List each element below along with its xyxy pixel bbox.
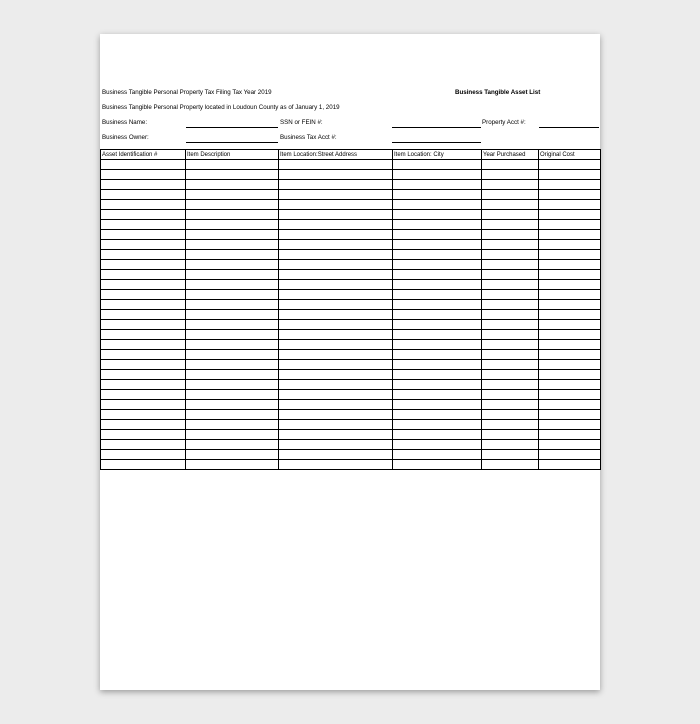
table-cell[interactable] (393, 450, 482, 460)
table-cell[interactable] (186, 230, 279, 240)
table-cell[interactable] (393, 380, 482, 390)
table-cell[interactable] (279, 410, 393, 420)
business-name-label: Business Name: (102, 119, 148, 126)
table-row (101, 380, 601, 390)
table-cell[interactable] (279, 270, 393, 280)
form-title: Business Tangible Asset List (455, 89, 541, 96)
table-row (101, 410, 601, 420)
table-cell[interactable] (393, 320, 482, 330)
table-cell[interactable] (539, 390, 601, 400)
table-cell[interactable] (539, 450, 601, 460)
asset-table (100, 149, 601, 470)
business-tax-acct-field[interactable] (392, 142, 481, 143)
table-cell[interactable] (539, 290, 601, 300)
table-cell[interactable] (482, 300, 539, 310)
table-cell[interactable] (482, 260, 539, 270)
table-cell[interactable] (279, 310, 393, 320)
table-cell[interactable] (101, 450, 186, 460)
table-cell[interactable] (482, 430, 539, 440)
table-cell[interactable] (393, 280, 482, 290)
table-row (101, 190, 601, 200)
table-cell[interactable] (101, 390, 186, 400)
table-cell[interactable] (101, 440, 186, 450)
property-acct-field[interactable] (539, 127, 599, 128)
table-cell[interactable] (393, 260, 482, 270)
table-row (101, 160, 601, 170)
table-row (101, 240, 601, 250)
table-cell[interactable] (186, 430, 279, 440)
table-row (101, 280, 601, 290)
table-cell[interactable] (186, 420, 279, 430)
table-row (101, 400, 601, 410)
table-cell[interactable] (539, 210, 601, 220)
table-row (101, 350, 601, 360)
table-row (101, 220, 601, 230)
table-cell[interactable] (186, 340, 279, 350)
table-cell[interactable] (279, 160, 393, 170)
table-cell[interactable] (393, 210, 482, 220)
table-cell[interactable] (101, 270, 186, 280)
table-cell[interactable] (539, 310, 601, 320)
table-cell[interactable] (101, 320, 186, 330)
table-cell[interactable] (482, 450, 539, 460)
table-cell[interactable] (279, 430, 393, 440)
table-cell[interactable] (186, 200, 279, 210)
table-cell[interactable] (539, 360, 601, 370)
table-cell[interactable] (186, 370, 279, 380)
table-cell[interactable] (101, 370, 186, 380)
table-row (101, 450, 601, 460)
table-cell[interactable] (539, 230, 601, 240)
table-cell[interactable] (539, 370, 601, 380)
table-cell[interactable] (279, 420, 393, 430)
table-cell[interactable] (393, 330, 482, 340)
business-owner-field[interactable] (186, 142, 278, 143)
table-cell[interactable] (539, 300, 601, 310)
table-cell[interactable] (539, 380, 601, 390)
table-cell[interactable] (539, 410, 601, 420)
table-cell[interactable] (393, 410, 482, 420)
table-cell[interactable] (279, 200, 393, 210)
table-cell[interactable] (279, 360, 393, 370)
table-row (101, 330, 601, 340)
table-cell[interactable] (101, 330, 186, 340)
table-cell[interactable] (482, 240, 539, 250)
table-cell[interactable] (393, 190, 482, 200)
table-cell[interactable] (279, 220, 393, 230)
table-cell[interactable] (482, 310, 539, 320)
table-cell[interactable] (393, 310, 482, 320)
table-cell[interactable] (539, 220, 601, 230)
table-row (101, 260, 601, 270)
table-cell[interactable] (482, 160, 539, 170)
table-cell[interactable] (393, 180, 482, 190)
table-cell[interactable] (186, 320, 279, 330)
table-cell[interactable] (279, 250, 393, 260)
table-cell[interactable] (101, 400, 186, 410)
table-cell[interactable] (393, 170, 482, 180)
table-cell[interactable] (101, 250, 186, 260)
table-cell[interactable] (393, 460, 482, 470)
table-row (101, 250, 601, 260)
table-cell[interactable] (482, 440, 539, 450)
table-cell[interactable] (186, 450, 279, 460)
table-cell[interactable] (279, 390, 393, 400)
tax-year-heading: Business Tangible Personal Property Tax Filing Tax Year 2019 (102, 89, 272, 96)
table-cell[interactable] (186, 250, 279, 260)
table-cell[interactable] (393, 250, 482, 260)
table-cell[interactable] (279, 450, 393, 460)
table-cell[interactable] (482, 230, 539, 240)
table-cell[interactable] (393, 200, 482, 210)
table-header-row (101, 150, 601, 160)
table-cell[interactable] (186, 460, 279, 470)
table-cell[interactable] (393, 160, 482, 170)
table-cell[interactable] (186, 160, 279, 170)
table-cell[interactable] (482, 340, 539, 350)
table-row (101, 390, 601, 400)
table-cell[interactable] (101, 360, 186, 370)
table-cell[interactable] (539, 400, 601, 410)
table-cell[interactable] (279, 280, 393, 290)
table-cell[interactable] (101, 420, 186, 430)
table-cell[interactable] (539, 440, 601, 450)
table-cell[interactable] (482, 220, 539, 230)
table-row (101, 210, 601, 220)
table-cell[interactable] (482, 180, 539, 190)
table-cell[interactable] (279, 370, 393, 380)
table-cell[interactable] (279, 380, 393, 390)
table-cell[interactable] (101, 350, 186, 360)
header-asset-id: Asset Identification # (101, 150, 186, 160)
table-cell[interactable] (539, 170, 601, 180)
table-cell[interactable] (101, 380, 186, 390)
table-cell[interactable] (482, 360, 539, 370)
table-cell[interactable] (482, 400, 539, 410)
table-cell[interactable] (101, 230, 186, 240)
table-cell[interactable] (393, 370, 482, 380)
business-tax-acct-label: Business Tax Acct #: (280, 134, 337, 141)
ssn-field[interactable] (392, 127, 481, 128)
table-cell[interactable] (279, 340, 393, 350)
table-cell[interactable] (539, 160, 601, 170)
table-cell[interactable] (393, 440, 482, 450)
table-row (101, 420, 601, 430)
table-cell[interactable] (539, 320, 601, 330)
table-cell[interactable] (279, 180, 393, 190)
table-cell[interactable] (279, 440, 393, 450)
table-cell[interactable] (186, 360, 279, 370)
location-statement: Business Tangible Personal Property located in Loudoun County as of January 1, 2019 (102, 104, 340, 111)
ssn-label: SSN or FEIN #: (280, 119, 323, 126)
table-row (101, 170, 601, 180)
header-year-purchased: Year Purchased (482, 150, 539, 160)
table-cell[interactable] (393, 420, 482, 430)
table-cell[interactable] (186, 440, 279, 450)
table-cell[interactable] (482, 420, 539, 430)
table-cell[interactable] (482, 200, 539, 210)
table-row (101, 370, 601, 380)
business-name-field[interactable] (186, 127, 278, 128)
table-cell[interactable] (186, 280, 279, 290)
table-cell[interactable] (482, 390, 539, 400)
table-cell[interactable] (101, 410, 186, 420)
table-cell[interactable] (101, 210, 186, 220)
table-cell[interactable] (101, 220, 186, 230)
table-row (101, 430, 601, 440)
table-cell[interactable] (279, 190, 393, 200)
table-cell[interactable] (279, 240, 393, 250)
table-cell[interactable] (539, 350, 601, 360)
table-cell[interactable] (482, 280, 539, 290)
table-cell[interactable] (101, 190, 186, 200)
table-cell[interactable] (539, 270, 601, 280)
table-cell[interactable] (393, 230, 482, 240)
table-cell[interactable] (539, 340, 601, 350)
table-cell[interactable] (101, 300, 186, 310)
table-cell[interactable] (186, 350, 279, 360)
table-row (101, 300, 601, 310)
table-cell[interactable] (482, 250, 539, 260)
table-row (101, 290, 601, 300)
table-cell[interactable] (393, 300, 482, 310)
table-cell[interactable] (482, 380, 539, 390)
header-city: Item Location: City (393, 150, 482, 160)
table-cell[interactable] (482, 330, 539, 340)
table-cell[interactable] (279, 260, 393, 270)
table-cell[interactable] (101, 180, 186, 190)
table-cell[interactable] (186, 300, 279, 310)
table-cell[interactable] (279, 400, 393, 410)
business-owner-label: Business Owner: (102, 134, 149, 141)
table-cell[interactable] (393, 240, 482, 250)
table-cell[interactable] (186, 310, 279, 320)
table-cell[interactable] (539, 280, 601, 290)
table-cell[interactable] (186, 410, 279, 420)
table-cell[interactable] (482, 350, 539, 360)
table-cell[interactable] (539, 180, 601, 190)
table-cell[interactable] (482, 170, 539, 180)
table-cell[interactable] (482, 410, 539, 420)
table-cell[interactable] (279, 170, 393, 180)
table-cell[interactable] (482, 190, 539, 200)
header-street-address: Item Location:Street Address (279, 150, 393, 160)
asset-rows (101, 160, 601, 470)
table-cell[interactable] (393, 430, 482, 440)
table-cell[interactable] (186, 290, 279, 300)
table-cell[interactable] (101, 160, 186, 170)
table-cell[interactable] (482, 460, 539, 470)
table-cell[interactable] (393, 270, 482, 280)
table-cell[interactable] (482, 290, 539, 300)
table-cell[interactable] (101, 430, 186, 440)
table-cell[interactable] (186, 380, 279, 390)
table-cell[interactable] (101, 290, 186, 300)
table-cell[interactable] (393, 220, 482, 230)
table-cell[interactable] (186, 170, 279, 180)
table-cell[interactable] (393, 390, 482, 400)
table-cell[interactable] (186, 180, 279, 190)
table-cell[interactable] (539, 430, 601, 440)
table-cell[interactable] (482, 270, 539, 280)
table-cell[interactable] (101, 170, 186, 180)
table-cell[interactable] (539, 190, 601, 200)
table-row (101, 440, 601, 450)
table-cell[interactable] (279, 320, 393, 330)
table-cell[interactable] (393, 350, 482, 360)
table-cell[interactable] (539, 330, 601, 340)
table-cell[interactable] (101, 280, 186, 290)
table-row (101, 200, 601, 210)
table-row (101, 310, 601, 320)
table-cell[interactable] (186, 190, 279, 200)
table-cell[interactable] (279, 230, 393, 240)
document-page (100, 34, 600, 690)
table-cell[interactable] (482, 370, 539, 380)
table-cell[interactable] (186, 210, 279, 220)
table-cell[interactable] (539, 420, 601, 430)
table-row (101, 460, 601, 470)
table-cell[interactable] (101, 240, 186, 250)
table-cell[interactable] (186, 220, 279, 230)
table-cell[interactable] (186, 400, 279, 410)
property-acct-label: Property Acct #: (482, 119, 526, 126)
table-cell[interactable] (101, 200, 186, 210)
table-cell[interactable] (101, 310, 186, 320)
table-row (101, 340, 601, 350)
table-cell[interactable] (279, 350, 393, 360)
table-cell[interactable] (101, 260, 186, 270)
table-cell[interactable] (539, 250, 601, 260)
table-cell[interactable] (186, 260, 279, 270)
table-cell[interactable] (101, 340, 186, 350)
table-cell[interactable] (279, 210, 393, 220)
table-cell[interactable] (186, 390, 279, 400)
table-cell[interactable] (279, 330, 393, 340)
table-row (101, 180, 601, 190)
table-cell[interactable] (279, 290, 393, 300)
table-cell[interactable] (279, 460, 393, 470)
table-row (101, 230, 601, 240)
table-cell[interactable] (482, 210, 539, 220)
header-item-description: Item Description (186, 150, 279, 160)
table-cell[interactable] (539, 200, 601, 210)
table-cell[interactable] (279, 300, 393, 310)
table-cell[interactable] (393, 400, 482, 410)
table-cell[interactable] (393, 340, 482, 350)
table-cell[interactable] (186, 270, 279, 280)
table-cell[interactable] (539, 240, 601, 250)
table-cell[interactable] (539, 460, 601, 470)
table-cell[interactable] (539, 260, 601, 270)
table-cell[interactable] (393, 290, 482, 300)
table-cell[interactable] (101, 460, 186, 470)
table-cell[interactable] (482, 320, 539, 330)
table-cell[interactable] (186, 330, 279, 340)
header-original-cost: Original Cost (539, 150, 601, 160)
table-row (101, 360, 601, 370)
table-row (101, 320, 601, 330)
table-cell[interactable] (186, 240, 279, 250)
table-cell[interactable] (393, 360, 482, 370)
table-row (101, 270, 601, 280)
